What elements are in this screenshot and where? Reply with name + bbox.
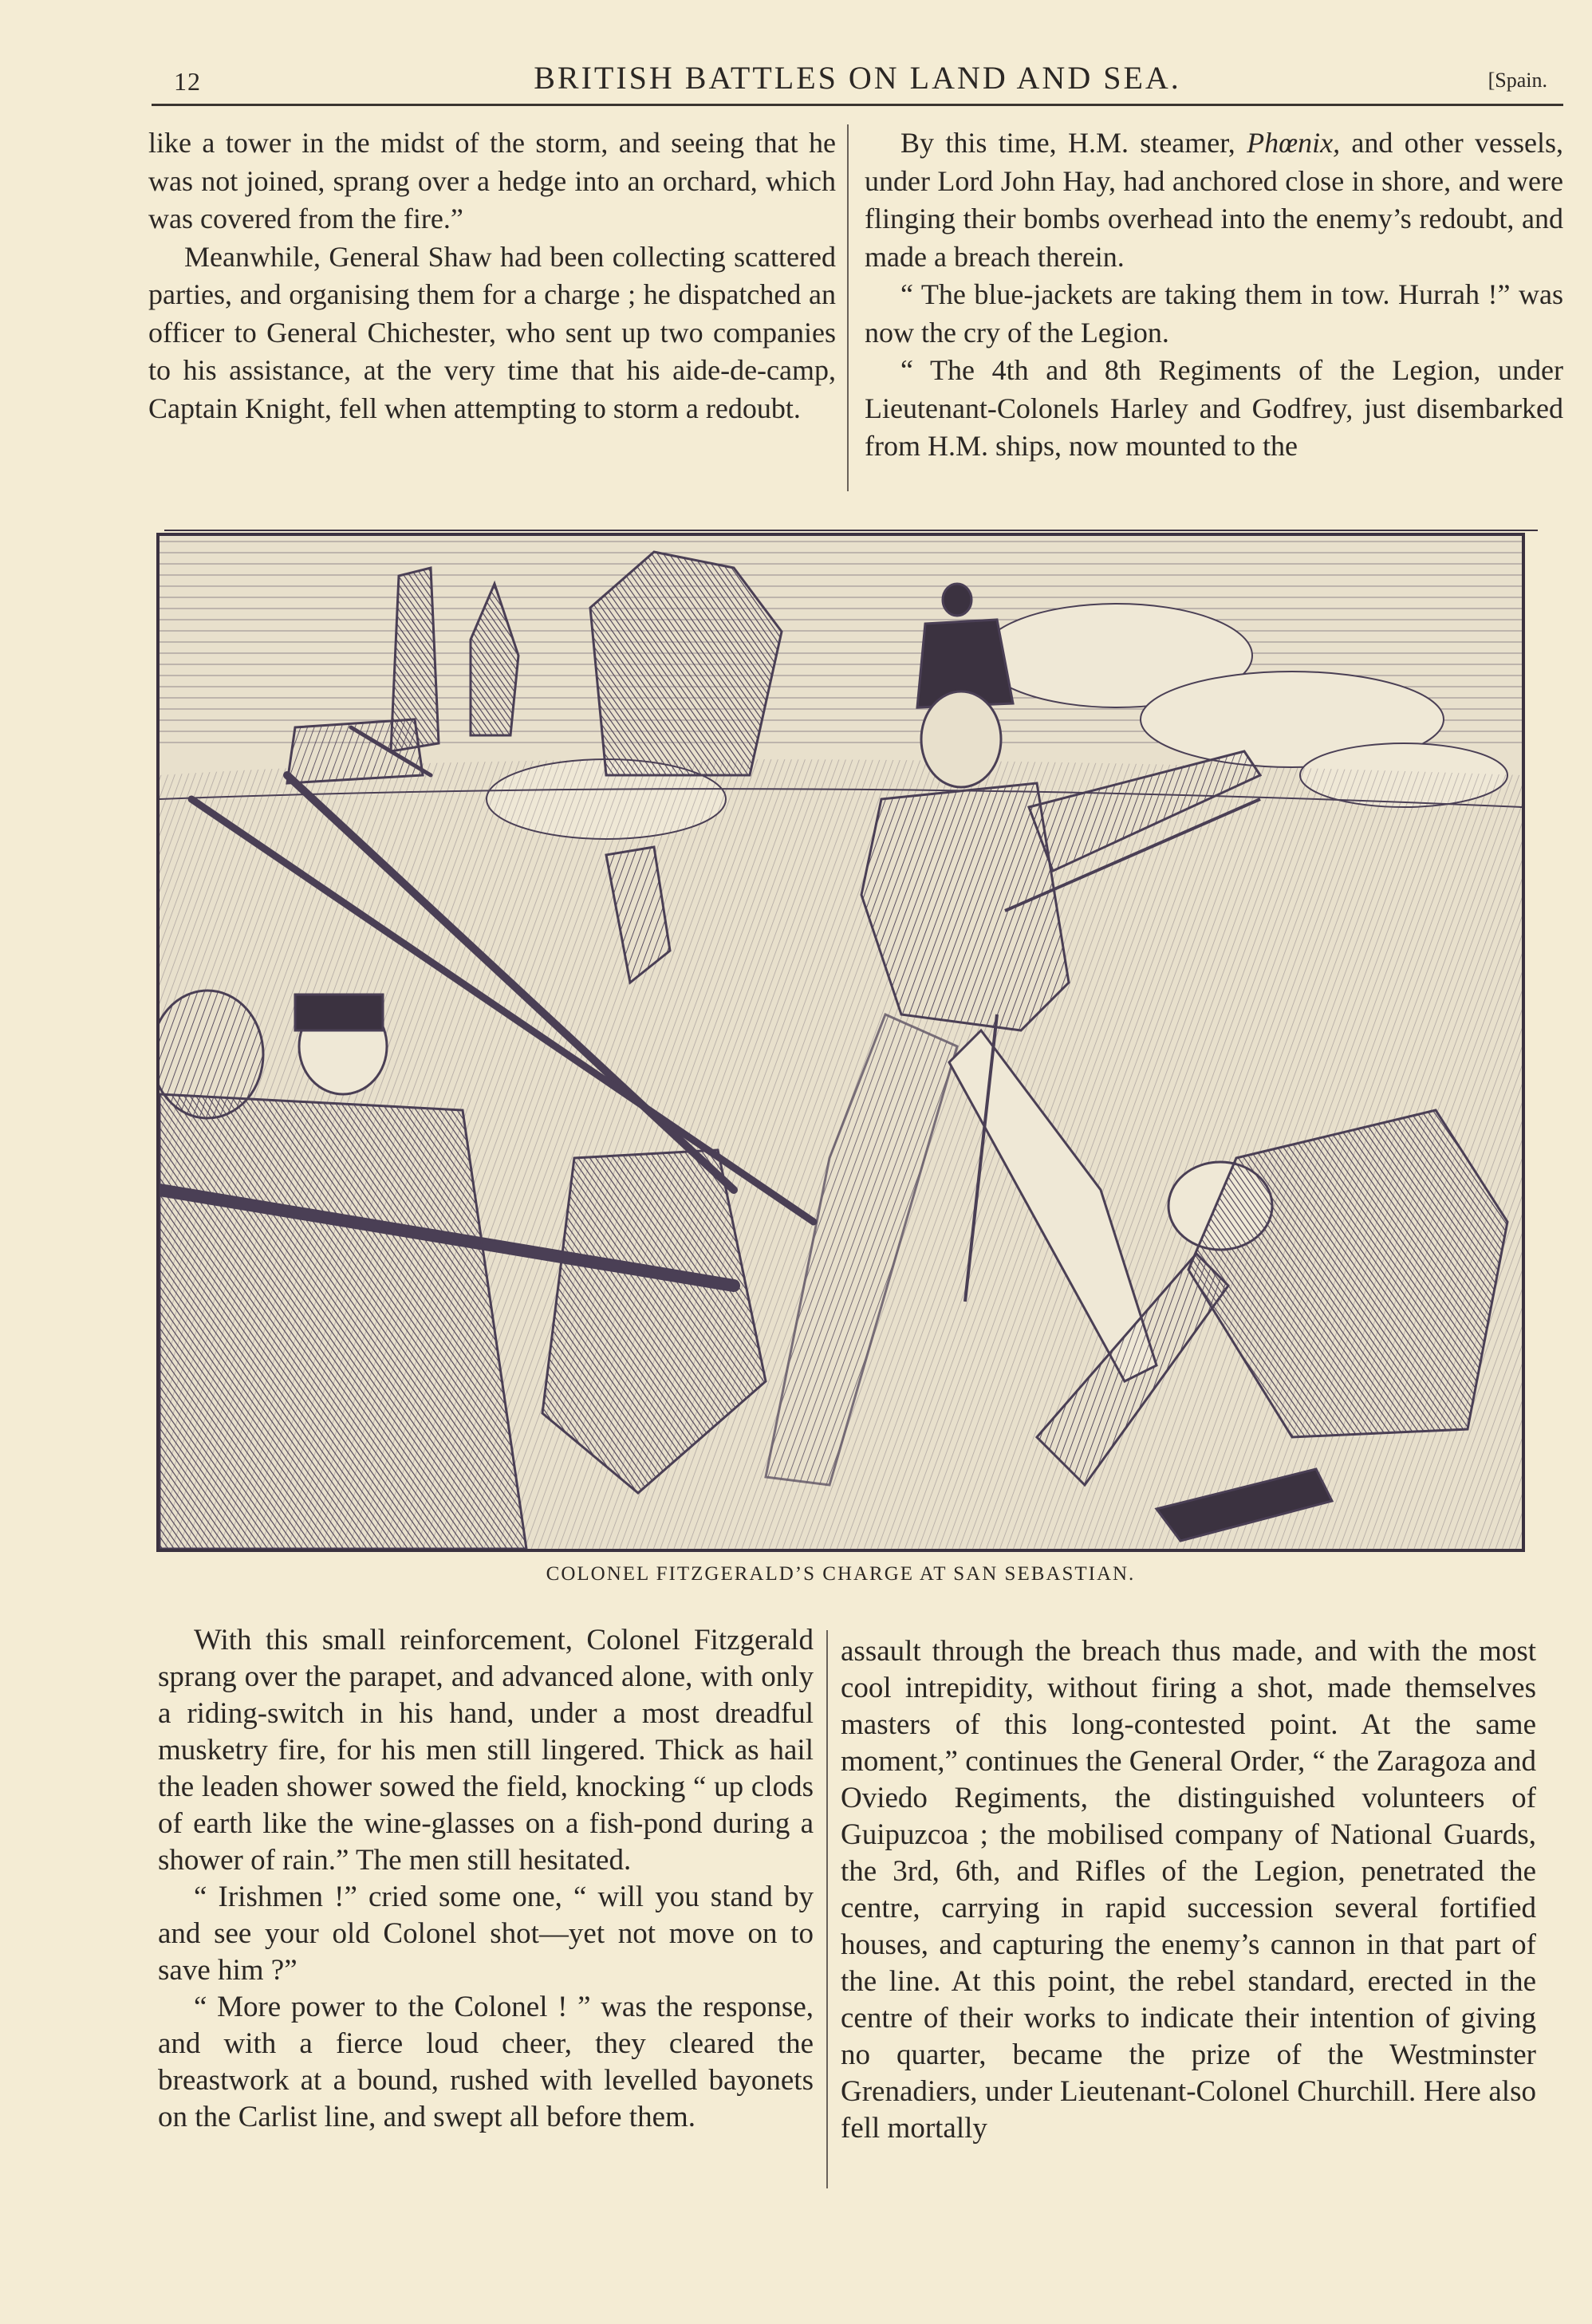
battle-scene-drawing <box>160 536 1522 1549</box>
text-column-top-left <box>148 124 836 427</box>
paragraph: like a tower in the midst of the storm, and seeing that he was not joined, sprang over a hedge into an orchard, which was covered from the fire.” <box>148 127 836 234</box>
illustration-frame-rule <box>164 530 1538 531</box>
text-column-top-right <box>865 124 1563 466</box>
paragraph-text: and other vessels, under Lord John Hay, had anchored close in shore, and were flinging their bombs overhead into the enemy’s redoubt, and made a breach therein. <box>865 127 1564 273</box>
paragraph-text: By this time, H.M. steamer, <box>900 127 1247 159</box>
book-title: BRITISH BATTLES ON LAND AND SEA. <box>534 60 1181 96</box>
paragraph: “ The 4th and 8th Regiments of the Legion, under Lieutenant-Colonels Harley and Godfrey, just disembarked from H.M. ships, now mounted to the <box>865 354 1563 462</box>
ship-name: Phœnix, <box>1247 127 1341 159</box>
paragraph: assault through the breach thus made, and with the most cool intrepidity, without firing a shot, made themselves masters of this long-contested point. At the same moment,” continues the General Order, “ the Zaragoza and Oviedo Regiments, the distinguished volunteers of Guipuzcoa ; the mobilised company of National Guards, the 3rd, 6th, and Rifles of the Legion, penetrated the centre, carrying in rapid succession several fortified houses, and capturing the enemy’s cannon in that part of the line. At this point, the rebel standard, erected in the centre of their works to indicate their intention of giving no quarter, became the prize of the Westminster Grenadiers, under Lieutenant-Colonel Churchill. Here also fell mortally <box>841 1635 1536 2145</box>
text-column-bottom-right <box>841 1633 1536 2147</box>
column-divider <box>847 124 849 491</box>
paragraph: With this small reinforcement, Colonel Fitzgerald sprang over the parapet, and advanced alone, with only a riding-switch in his hand, under a most dreadful musketry fire, for his men still lingered. Thick as hail the leaden shower sowed the field, knocking “ up clods of earth like the wine-glasses on a fish-pond during a shower of rain.” The men still hesitated. <box>158 1624 814 1877</box>
illustration-caption: COLONEL FITZGERALD’S CHARGE AT SAN SEBASTIAN. <box>546 1563 1136 1585</box>
paragraph <box>865 124 1563 276</box>
engraving-illustration <box>156 533 1525 1552</box>
paragraph: Meanwhile, General Shaw had been collecting scattered parties, and organising them for a charge ; he dispatched an officer to General Chichester, who sent up two companies to his assistance, at the very time that his aide-de-camp, Captain Knight, fell when attempting to storm a redoubt. <box>148 240 836 424</box>
paragraph: “ The blue-jackets are taking them in tow. Hurrah !” was now the cry of the Legion. <box>865 278 1563 349</box>
header-rule <box>152 104 1563 106</box>
section-label: [Spain. <box>1488 69 1547 92</box>
page-number: 12 <box>174 67 201 96</box>
running-head <box>152 59 1563 107</box>
column-divider <box>826 1630 828 2188</box>
paragraph: “ Irishmen !” cried some one, “ will you stand by and see your old Colonel shot—yet not move on to save him ?” <box>158 1881 814 1987</box>
paragraph: “ More power to the Colonel ! ” was the response, and with a fierce loud cheer, they cleared the breastwork at a bound, rushed with levelled bayonets on the Carlist line, and swept all before them. <box>158 1991 814 2133</box>
text-column-bottom-left <box>158 1622 814 2136</box>
